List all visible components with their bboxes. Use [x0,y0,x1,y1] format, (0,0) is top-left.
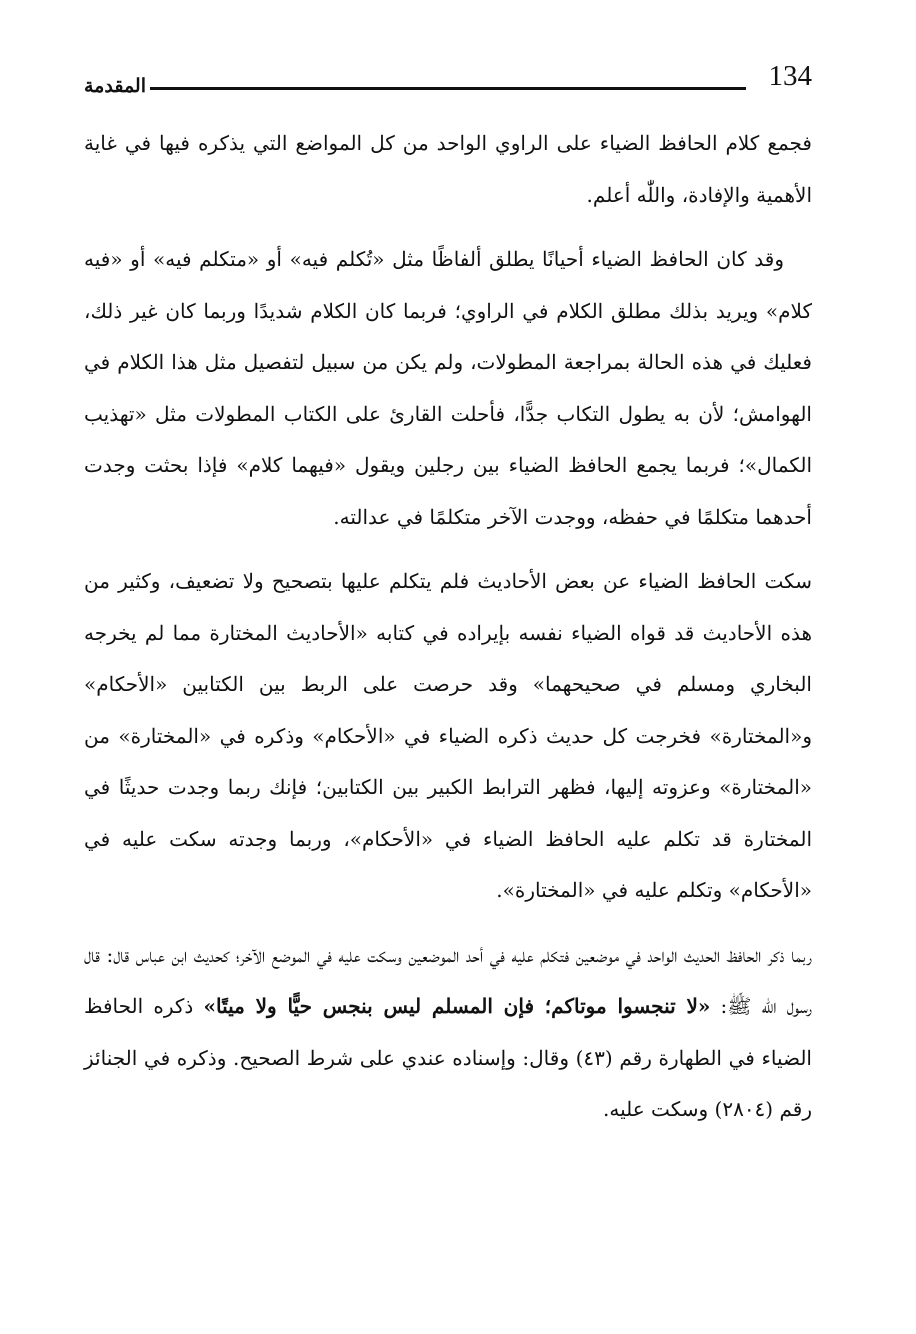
body-text [84,118,812,1136]
paragraph-text: ذكره الحافظ الضياء في الطهارة رقم (٤٣) وقال: وإسناده عندي على شرط الصحيح. وذكره في الجنائز رقم (٢٨٠٤) وسكت عليه. [84,994,812,1121]
paragraph-gap [84,221,812,234]
paragraph: فجمع كلام الحافظ الضياء على الراوي الواحد من كل المواضع التي يذكره فيها في غاية الأهمية والإفادة، واللّٰه أعلم. [84,131,812,207]
paragraph-gap [84,917,812,930]
section-title: المقدمة [84,75,147,97]
paragraph-text: ربما ذكر الحافظ الحديث الواحد في موضعين فتكلم عليه في أحد الموضعين وسكت عليه في الموضع الآخر؛ كحديث ابن عباس قال: قال رسول اللّٰه ﷺ: [84,942,813,1018]
paragraph [84,930,812,1136]
page-header [84,58,824,106]
header-divider [150,87,746,90]
page-number: 134 [768,60,812,92]
hadith-quote: «لا تنجسوا موتاكم؛ فإن المسلم ليس بنجس حيًّا ولا ميتًا» [203,994,711,1018]
paragraph: وقد كان الحافظ الضياء أحيانًا يطلق ألفاظًا مثل «تُكلم فيه» أو «متكلم فيه» أو «فيه كلام» ويريد بذلك مطلق الكلام في الراوي؛ فربما كان الكلام شديدًا وربما كان غير ذلك، فعليك في هذه الحالة بمراجعة المطولات، ولم يكن من سبيل لتفصيل مثل هذا الكلام في الهوامش؛ لأن به يطول التكاب جدًّا، فأحلت القارئ على الكتاب المطولات مثل «تهذيب الكمال»؛ فربما يجمع الحافظ الضياء بين رجلين ويقول «فيهما كلام» فإذا بحثت وجدت أحدهما متكلمًا في حفظه، ووجدت الآخر متكلمًا في عدالته. [84,247,812,529]
paragraph-gap [84,543,812,556]
paragraph: سكت الحافظ الضياء عن بعض الأحاديث فلم يتكلم عليها بتصحيح ولا تضعيف، وكثير من هذه الأحاديث قد قواه الضياء نفسه بإيراده في كتابه «الأحاديث المختارة مما لم يخرجه البخاري ومسلم في صحيحهما» وقد حرصت على الربط بين الكتابين «الأحكام» و«المختارة» فخرجت كل حديث ذكره الضياء في «الأحكام» وذكره في «المختارة» من «المختارة» وعزوته إليها، فظهر الترابط الكبير بين الكتابين؛ فإنك ربما وجدت حديثًا في المختارة قد تكلم عليه الحافظ الضياء في «الأحكام»، وربما وجدته سكت عليه في «الأحكام» وتكلم عليه في «المختارة». [84,569,812,902]
